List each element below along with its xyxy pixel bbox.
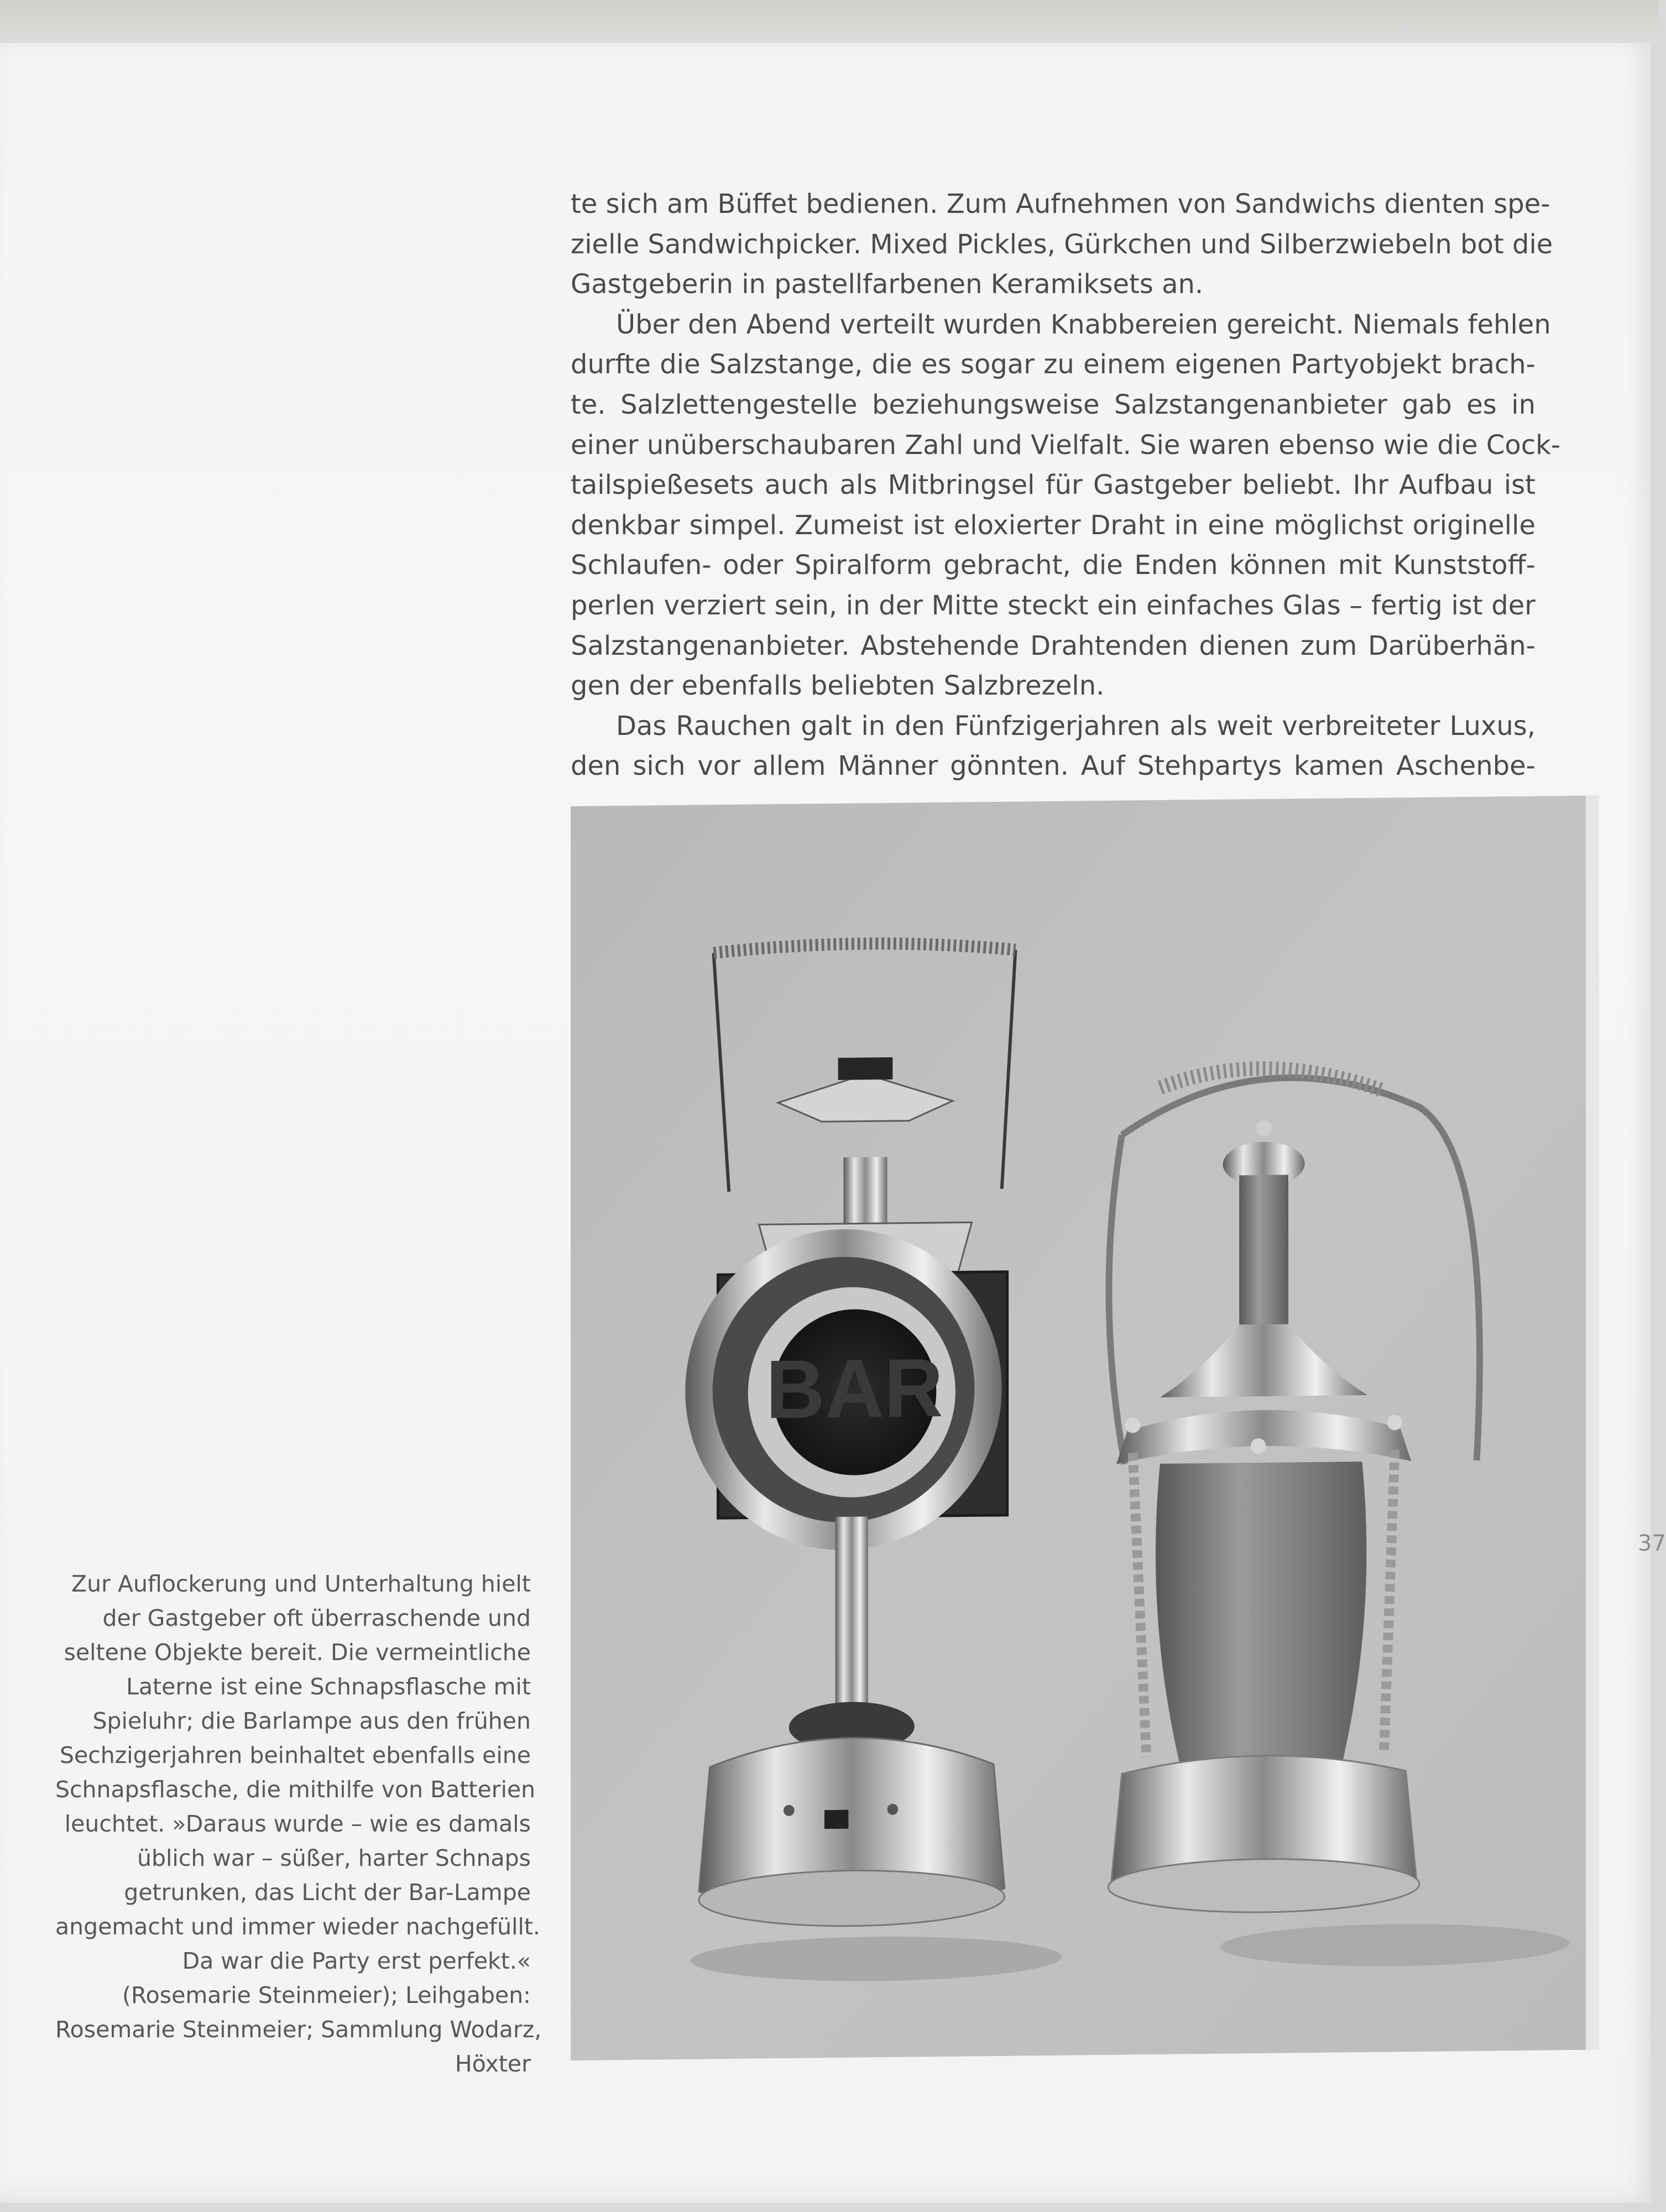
caption-line: Spieluhr; die Barlampe aus den frühen [92,1708,531,1734]
body-line: te sich am Büffet bedienen. Zum Aufnehmen von Sandwichs dienten spe- [571,189,1550,220]
caption-line: Zur Auflockerung und Unterhaltung hielt [71,1571,531,1597]
bar-sign: BAR [765,1341,943,1436]
body-line: Über den Abend verteilt wurden Knabbereien gereicht. Niemals fehlen [616,309,1551,340]
body-line: den sich vor allem Männer gönnten. Auf Stehpartys kamen Aschenbe- [571,750,1536,782]
body-line: tailspießesets auch als Mitbringsel für Gastgeber beliebt. Ihr Aufbau ist [571,469,1536,501]
caption-line: der Gastgeber oft überraschende und [102,1605,531,1631]
page-number: 37 [1638,1531,1666,1556]
body-line: perlen verziert sein, in der Mitte steckt ein einfaches Glas – fertig ist der [571,589,1536,621]
caption-line: Rosemarie Steinmeier; Sammlung Wodarz, [55,2016,542,2043]
photo-lamp-and-lantern [571,796,1599,2060]
caption-line: seltene Objekte bereit. Die vermeintliche [64,1639,531,1666]
caption-line: Schnapsflasche, die mithilfe von Batterien [55,1776,536,1803]
caption-line: Sechzigerjahren beinhaltet ebenfalls eine [59,1742,531,1768]
caption-line: Höxter [455,2051,531,2077]
body-line: te. Salzlettengestelle beziehungsweise Salzstangenanbieter gab es in [571,389,1536,420]
caption-line: (Rosemarie Steinmeier); Leihgaben: [122,1982,531,2008]
photo-caption [55,1567,542,2081]
body-line: Gastgeberin in pastellfarbenen Keramiksets an. [571,269,1204,300]
caption-line: getrunken, das Licht der Bar-Lampe [124,1879,531,1906]
body-line: Das Rauchen galt in den Fünfzigerjahren als weit verbreiteter Luxus, [616,710,1536,742]
body-line: durfte die Salzstange, die es sogar zu einem eigenen Partyobjekt brach- [571,349,1536,380]
caption-line: üblich war – süßer, harter Schnaps [137,1845,531,1871]
body-line: Salzstangenanbieter. Abstehende Drahtenden dienen zum Darüberhän- [571,630,1536,661]
body-text [571,184,1561,786]
body-line: Schlaufen- oder Spiralform gebracht, die Enden können mit Kunststoff- [571,550,1536,581]
caption-line: Da war die Party erst perfekt.« [182,1948,531,1974]
body-line: denkbar simpel. Zumeist ist eloxierter Draht in eine möglichst originelle [571,509,1536,541]
caption-line: Laterne ist eine Schnapsflasche mit [126,1673,531,1700]
body-line: einer unüberschaubaren Zahl und Vielfalt. Sie waren ebenso wie die Cock- [571,429,1561,461]
body-line: zielle Sandwichpicker. Mixed Pickles, Gürkchen und Silberzwiebeln bot die [571,228,1553,260]
body-line: gen der ebenfalls beliebten Salzbrezeln. [571,670,1105,702]
caption-line: leuchtet. »Daraus wurde – wie es damals [64,1811,531,1837]
caption-line: angemacht und immer wieder nachgefüllt. [55,1913,540,1940]
page-top-edge [0,0,1659,43]
